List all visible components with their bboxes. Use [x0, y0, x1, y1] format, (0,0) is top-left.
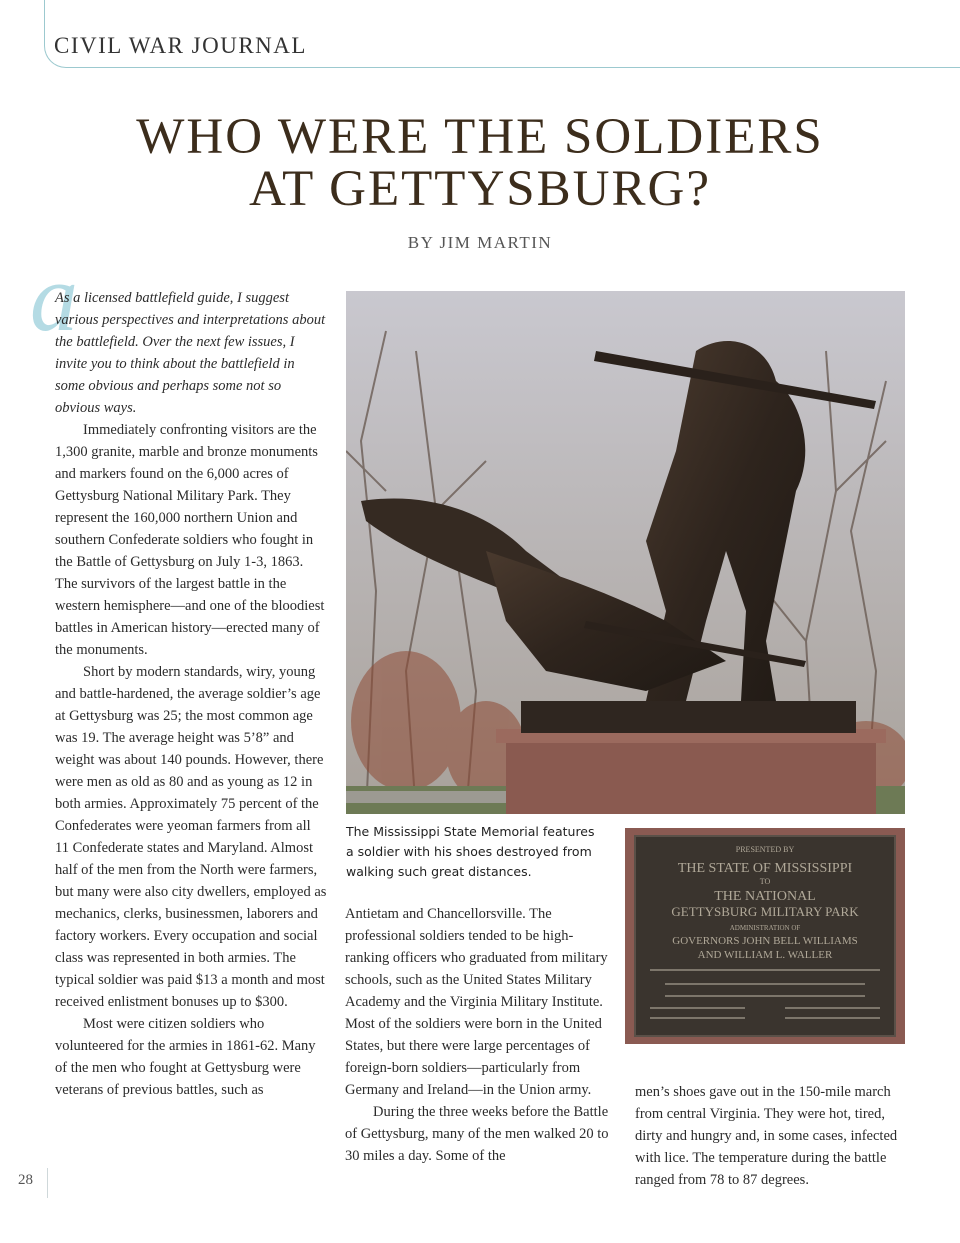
article-column-1	[55, 287, 327, 1101]
article-column-2	[345, 903, 617, 1167]
drop-cap: a	[30, 244, 78, 351]
body-paragraph: Most were citizen soldiers who volunteered for the armies in 1861-62. Many of the men who fought at Gettysburg were veterans of previous battles, such as	[55, 1016, 316, 1098]
plaque-line: GOVERNORS JOHN BELL WILLIAMS	[672, 935, 858, 947]
article-column-3	[635, 1081, 910, 1191]
plaque-line: THE NATIONAL	[714, 889, 816, 904]
article-headline-line2: AT GETTYSBURG?	[249, 161, 711, 217]
body-paragraph: Immediately confronting visitors are the 1,300 granite, marble and bronze monuments and markers found on the 6,000 acres of Gettysburg National Military Park. They represent the 160,000 northern Union and southern Confederate soldiers who fought in the Battle of Gettysburg on July 1-3, 1863. The survivors of the largest battle in the western hemisphere—and one of the bloodiest battles in American history—erected many of the monuments.	[55, 422, 325, 658]
plaque-photo	[625, 828, 905, 1044]
plaque-line: TO	[759, 877, 771, 886]
body-paragraph: During the three weeks before the Battle of Gettysburg, many of the men walked 20 to 30 miles a day. Some of the	[345, 1104, 609, 1164]
plaque-line: AND WILLIAM L. WALLER	[697, 949, 833, 961]
page-number-rule	[47, 1168, 48, 1198]
byline: BY JIM MARTIN	[407, 233, 553, 252]
memorial-photo	[346, 291, 905, 814]
plaque-line: THE STATE OF MISSISSIPPI	[677, 861, 853, 876]
plaque-line: ADMINISTRATION OF	[729, 924, 801, 932]
intro-paragraph: As a licensed battlefield guide, I suggest various perspectives and interpretations about the battlefield. Over the next few issues, I invite you to think about the battlefield in some obvious and perhaps some not so obvious ways.	[55, 290, 326, 416]
journal-title: CIVIL WAR JOURNAL	[54, 33, 307, 58]
plaque-line: PRESENTED BY	[735, 845, 795, 854]
page-number: 28	[18, 1172, 33, 1188]
body-paragraph: Antietam and Chancellorsville. The professional soldiers tended to be high-ranking officers who graduated from military schools, such as the United States Military Academy and the Virginia Military Institute. Most of the soldiers were born in the United States, but there were large percentages of foreign-born soldiers—particularly from Germany and Ireland—in the Union army.	[345, 906, 608, 1098]
photo-caption: The Mississippi State Memorial features a soldier with his shoes destroyed from walking such great distances.	[346, 824, 595, 879]
article-headline-line1: WHO WERE THE SOLDIERS	[136, 109, 824, 165]
body-paragraph: Short by modern standards, wiry, young and battle-hardened, the average soldier’s age at Gettysburg was 25; the most common age was 19. The average height was 5’8” and weight was about 140 pounds. However, there were men as old as 80 and as young as 12 in both armies. Approximately 75 percent of the Confederates were yeoman farmers from all 11 Confederate states and Maryland. Almost half of the men from the North were farmers, but many were also city dwellers, employed as mechanics, clerks, businessmen, laborers and factory workers. Every occupation and social class was represented in both armies. The typical soldier was paid $13 a month and most received enlistment bonuses up to $300.	[55, 664, 327, 1010]
body-paragraph: men’s shoes gave out in the 150-mile march from central Virginia. They were hot, tired, dirty and hungry and, in some cases, infected with lice. The temperature during the battle ranged from 78 to 87 degrees.	[635, 1084, 898, 1188]
plaque-line: GETTYSBURG MILITARY PARK	[671, 904, 859, 919]
